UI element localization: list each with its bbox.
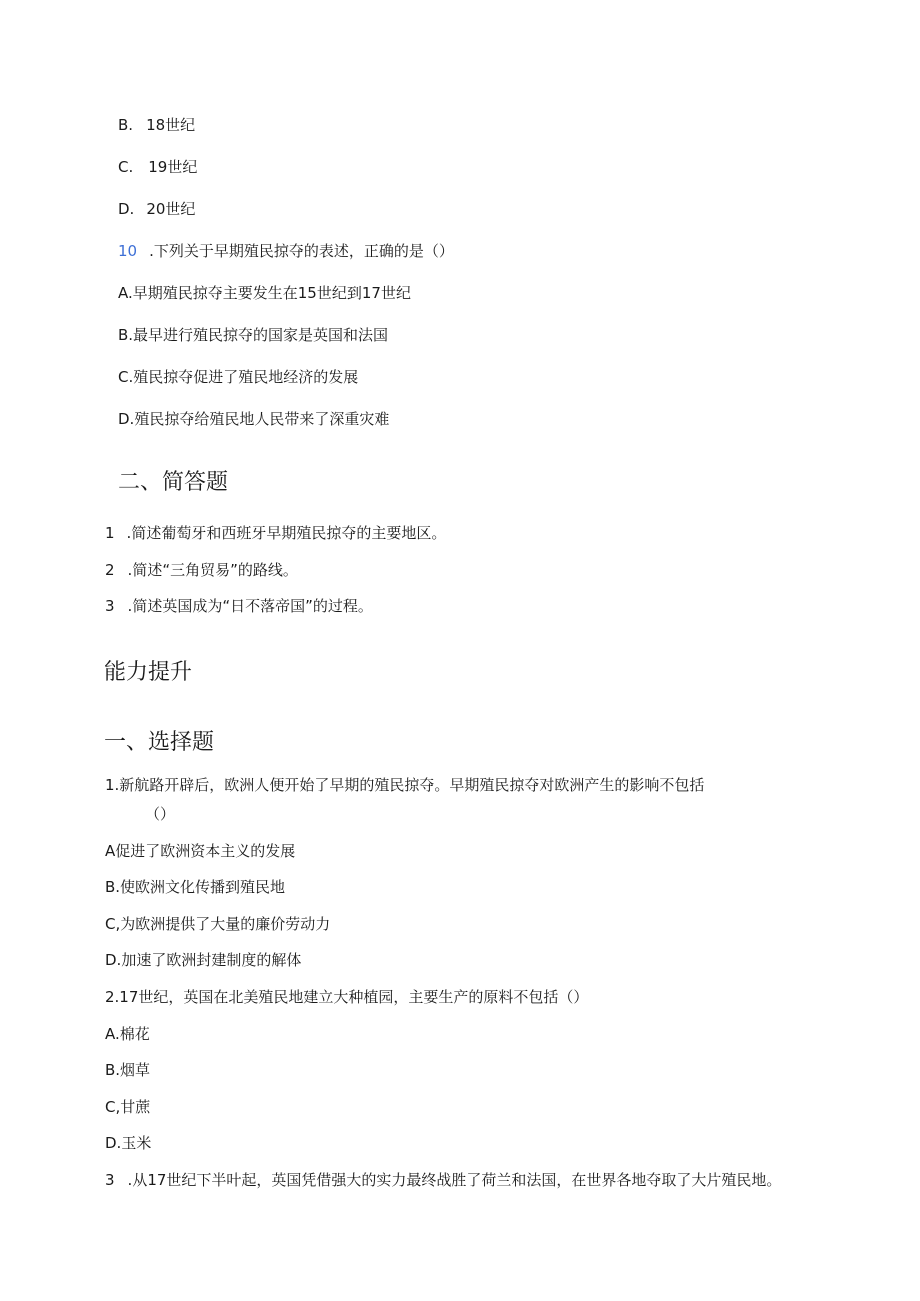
q10-stem <box>118 241 454 261</box>
item-number: 2 <box>105 561 115 579</box>
p1-option-a: A促进了欧洲资本主义的发展 <box>105 842 296 860</box>
item-number: 3 <box>105 1171 115 1189</box>
p1-option-b: B.使欧洲文化传播到殖民地 <box>105 878 286 896</box>
p3-stem <box>105 1170 781 1190</box>
p2-option-b: B.烟草 <box>105 1061 151 1079</box>
short-answer-item-3 <box>105 596 373 616</box>
q10-option-c: C.殖民掠夺促进了殖民地经济的发展 <box>118 368 359 386</box>
section-title: 能力提升 <box>104 660 193 685</box>
item-text: .从17世纪下半叶起，英国凭借强大的实力最终战胜了荷兰和法国，在世界各地夺取了大片殖民地。 <box>127 1171 782 1189</box>
q10-option-d: D.殖民掠夺给殖民地人民带来了深重灾难 <box>118 410 390 428</box>
p1-option-c: C,为欧洲提供了大量的廉价劳动力 <box>105 915 331 933</box>
p1-paren: （） <box>145 805 176 823</box>
option-letter: C. <box>118 158 134 176</box>
q9-option-c <box>118 157 197 177</box>
option-letter: B. <box>118 116 134 134</box>
option-text: 18世纪 <box>146 116 196 134</box>
q10-option-b: B.最早进行殖民掠夺的国家是英国和法国 <box>118 326 389 344</box>
item-text: .简述葡萄牙和西班牙早期殖民掠夺的主要地区。 <box>126 524 447 542</box>
p2-option-a: A.棉花 <box>105 1025 150 1043</box>
item-number: 3 <box>105 597 115 615</box>
short-answer-heading: 二、简答题 <box>118 470 229 495</box>
option-text: 20世纪 <box>146 200 196 218</box>
short-answer-item-2 <box>105 560 298 580</box>
q9-option-d <box>118 199 195 219</box>
item-text: .简述英国成为“日不落帝国”的过程。 <box>127 597 373 615</box>
option-letter: D. <box>118 200 135 218</box>
p2-option-d: D.玉米 <box>105 1134 152 1152</box>
p1-option-d: D.加速了欧洲封建制度的解体 <box>105 951 302 969</box>
q9-option-b <box>118 115 195 135</box>
p2-stem: 2.17世纪，英国在北美殖民地建立大种植园，主要生产的原料不包括（） <box>105 988 589 1006</box>
option-text: 19世纪 <box>148 158 198 176</box>
short-answer-item-1 <box>105 523 446 543</box>
item-text: .简述“三角贸易”的路线。 <box>127 561 298 579</box>
choice-heading: 一、选择题 <box>104 730 215 755</box>
q10-option-a: A.早期殖民掠夺主要发生在15世纪到17世纪 <box>118 284 411 302</box>
question-number: 10 <box>118 242 138 260</box>
item-number: 1 <box>105 524 115 542</box>
p1-stem: 1.新航路开辟后，欧洲人便开始了早期的殖民掠夺。早期殖民掠夺对欧洲产生的影响不包括 <box>105 776 705 794</box>
question-text: .下列关于早期殖民掠夺的表述，正确的是（） <box>149 242 454 260</box>
p2-option-c: C,甘蔗 <box>105 1098 151 1116</box>
